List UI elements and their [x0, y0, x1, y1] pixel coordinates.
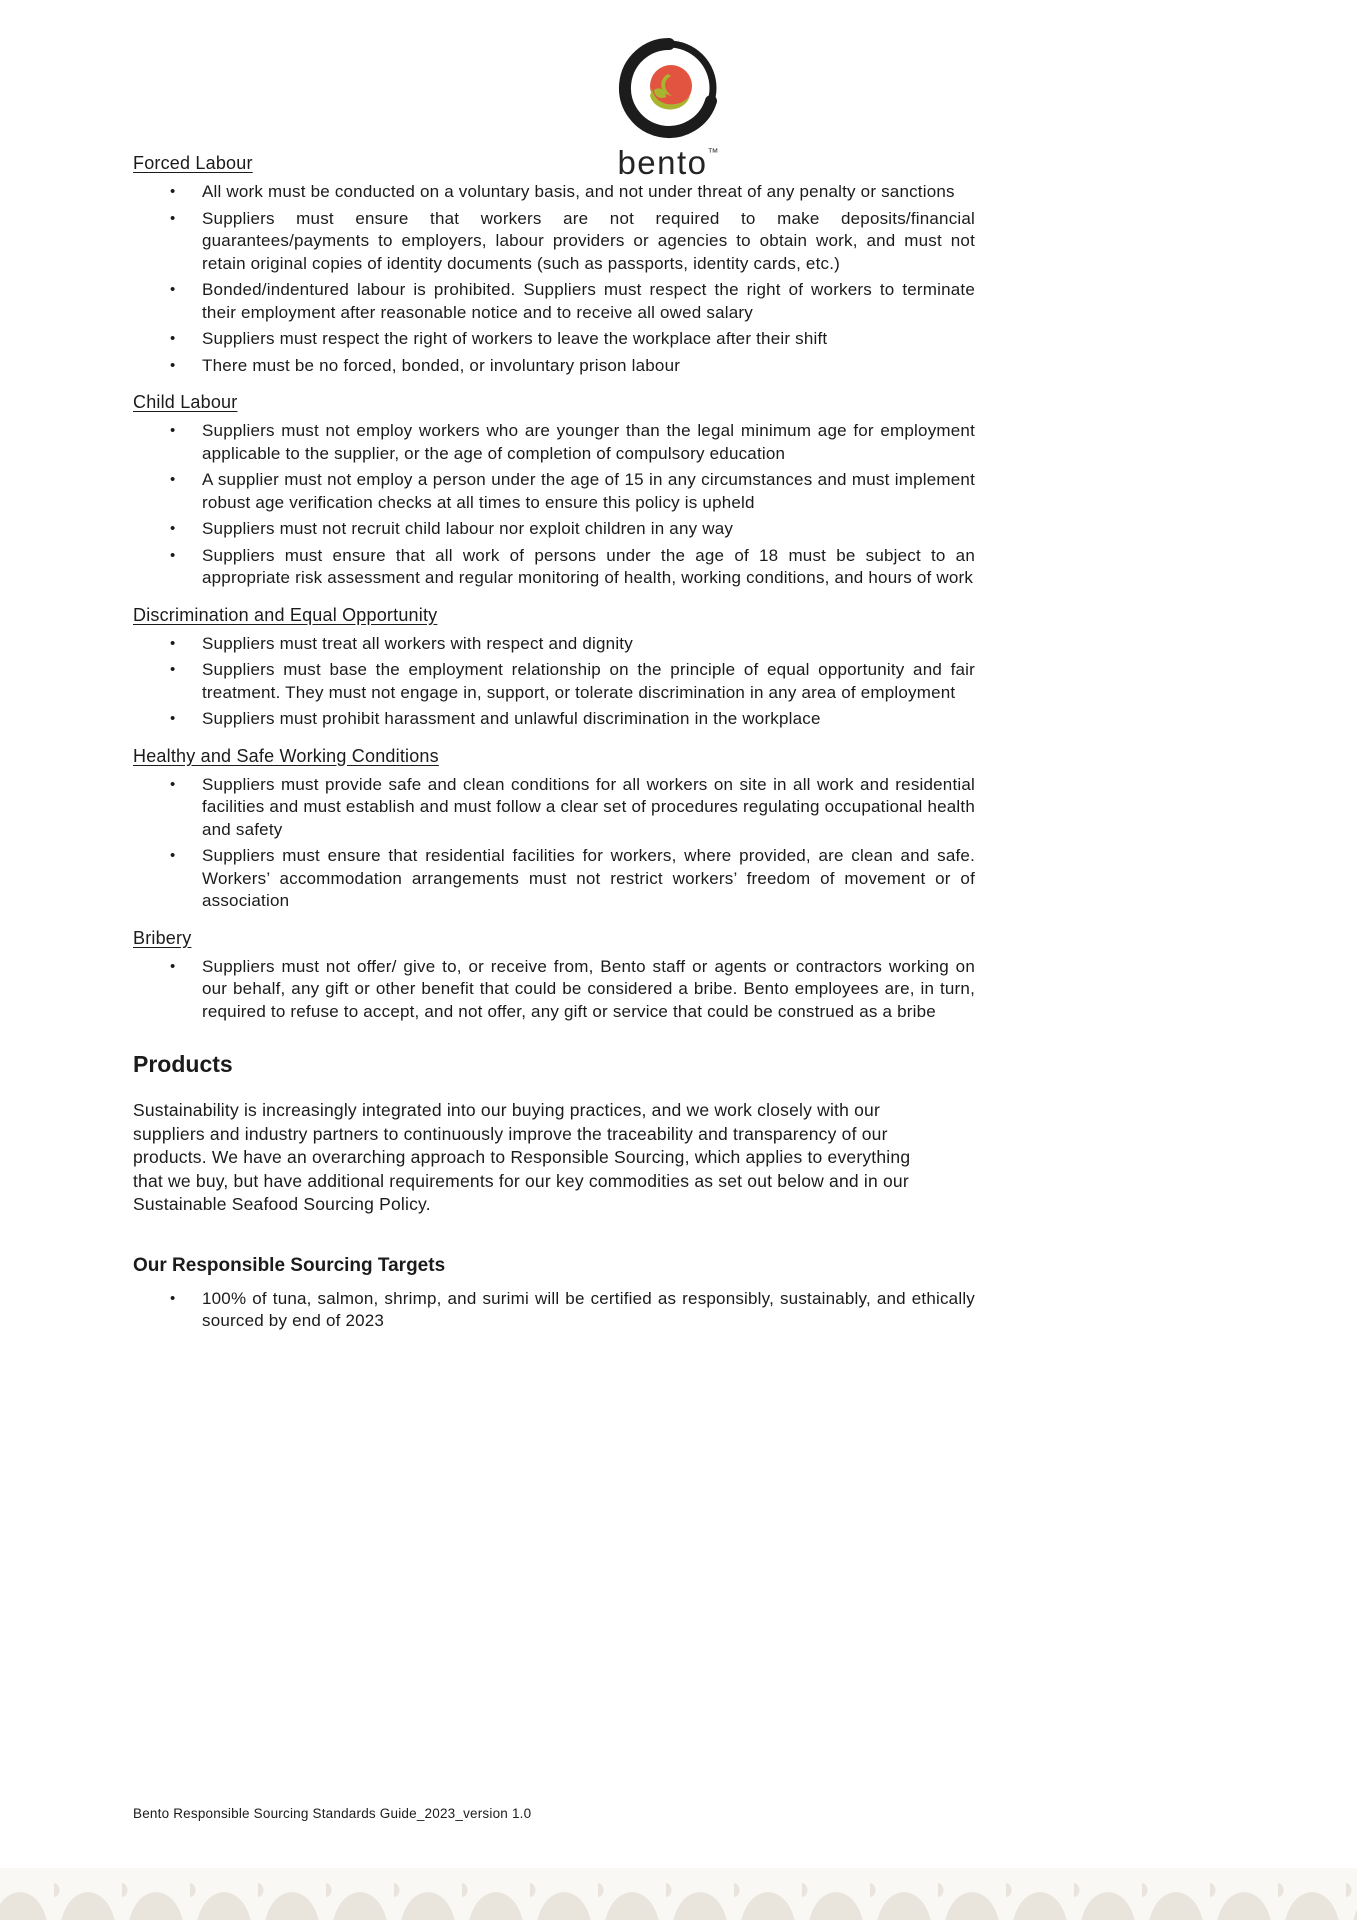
bullet-marker-icon: • — [170, 520, 176, 537]
bullet-text: There must be no forced, bonded, or involuntary prison labour — [202, 355, 681, 375]
bullet-marker-icon: • — [170, 183, 176, 200]
bullet-marker-icon: • — [170, 710, 176, 727]
bullet-item — [170, 518, 975, 541]
policy-section — [133, 391, 975, 590]
bullet-item — [170, 420, 975, 465]
bullet-text: Suppliers must respect the right of workers to leave the workplace after their shift — [202, 329, 828, 348]
bullet-item — [170, 181, 975, 204]
bullet-text: Suppliers must ensure that residential facilities for workers, where provided, are clean and safe. Workers’ accommodation arrangements must not restrict workers’ freedom of movement or of association — [202, 846, 975, 910]
page-footer: Bento Responsible Sourcing Standards Guide_2023_version 1.0 — [133, 1806, 532, 1821]
targets-list — [133, 1288, 975, 1333]
bullet-item — [170, 774, 975, 842]
bullet-marker-icon: • — [170, 1289, 176, 1307]
bullet-marker-icon: • — [170, 281, 176, 298]
bullet-text: Suppliers must not recruit child labour nor exploit children in any way — [202, 519, 734, 538]
products-heading: Products — [133, 1051, 233, 1077]
bullet-list — [133, 633, 975, 731]
bullet-list — [133, 420, 975, 590]
bullet-item — [170, 279, 975, 324]
bullet-marker-icon: • — [170, 775, 176, 793]
bullet-marker-icon: • — [170, 356, 176, 374]
bullet-text: All work must be conducted on a voluntary basis, and not under threat of any penalty or sanctions — [202, 182, 955, 201]
section-heading: Discrimination and Equal Opportunity — [133, 604, 438, 625]
section-heading: Healthy and Safe Working Conditions — [133, 745, 439, 766]
bullet-marker-icon: • — [170, 661, 176, 678]
bullet-item — [170, 328, 975, 351]
bullet-item — [170, 1288, 975, 1333]
policy-section — [133, 604, 975, 731]
bullet-text: A supplier must not employ a person under the age of 15 in any circumstances and must implement robust age verification checks at all times to ensure this policy is upheld — [202, 470, 975, 512]
bullet-marker-icon: • — [170, 546, 176, 564]
bullet-item — [170, 956, 975, 1024]
bento-logo-icon — [608, 34, 728, 146]
bullet-text: Suppliers must not employ workers who are younger than the legal minimum age for employment applicable to the supplier, or the age of completion of compulsory education — [202, 421, 975, 463]
bullet-text: Suppliers must ensure that all work of persons under the age of 18 must be subject to an appropriate risk assessment and regular monitoring of health, working conditions, and hours of work — [202, 545, 975, 587]
policy-sections — [133, 152, 975, 1023]
bullet-text: Bonded/indentured labour is prohibited. Suppliers must respect the right of workers to terminate their employment after reasonable notice and to receive all owed salary — [202, 280, 975, 322]
bullet-item — [170, 208, 975, 276]
bullet-item — [170, 545, 975, 590]
bullet-item — [170, 659, 975, 704]
document-body — [133, 152, 975, 1337]
trademark-mark: ™ — [707, 147, 719, 159]
bullet-marker-icon: • — [170, 957, 176, 975]
bullet-text: Suppliers must not offer/ give to, or receive from, Bento staff or agents or contractors working on our behalf, any gift or other benefit that could be considered a bribe. Bento employees are, in turn, required to refuse to accept, and not offer, any gift or service that could be construed as a bribe — [202, 956, 975, 1021]
section-heading: Child Labour — [133, 392, 238, 412]
bullet-item — [170, 633, 975, 656]
bullet-item — [170, 708, 975, 731]
policy-section — [133, 745, 975, 913]
bullet-list — [133, 181, 975, 377]
policy-section — [133, 152, 975, 377]
policy-section — [133, 927, 975, 1024]
targets-heading: Our Responsible Sourcing Targets — [133, 1254, 446, 1276]
scallop-border-decoration — [0, 1868, 1357, 1920]
bullet-list — [133, 774, 975, 913]
logo-brand-text: bento — [617, 144, 708, 181]
bullet-item — [170, 469, 975, 514]
products-paragraph: Sustainability is increasingly integrated into our buying practices, and we work closely with our suppliers and industry partners to continuously improve the traceability and transparency of our products. We have an overarching approach to Responsible Sourcing, which applies to everything that we buy, but have additional requirements for our key commodities as set out below and in our Sustainable Seafood Sourcing Policy. — [133, 1100, 911, 1214]
bullet-text: 100% of tuna, salmon, shrimp, and surimi will be certified as responsibly, sustainably, and ethically sourced by end of 2023 — [202, 1288, 975, 1330]
bullet-text: Suppliers must treat all workers with respect and dignity — [202, 633, 633, 653]
section-heading: Forced Labour — [133, 153, 253, 173]
bullet-marker-icon: • — [170, 209, 176, 227]
bullet-list — [133, 956, 975, 1024]
section-heading: Bribery — [133, 927, 192, 948]
bullet-text: Suppliers must base the employment relationship on the principle of equal opportunity and fair treatment. They must not engage in, support, or tolerate discrimination in any area of employment — [202, 660, 975, 702]
bullet-item — [170, 355, 975, 378]
bullet-marker-icon: • — [170, 847, 176, 864]
bullet-marker-icon: • — [170, 634, 176, 652]
bullet-text: Suppliers must provide safe and clean conditions for all workers on site in all work and residential facilities and must establish and must follow a clear set of procedures regulating occupational health and safety — [202, 774, 975, 839]
bullet-text: Suppliers must prohibit harassment and unlawful discrimination in the workplace — [202, 709, 821, 728]
bullet-marker-icon: • — [170, 330, 176, 347]
bullet-marker-icon: • — [170, 422, 176, 439]
bullet-marker-icon: • — [170, 471, 176, 488]
bullet-item — [170, 845, 975, 913]
bullet-text: Suppliers must ensure that workers are not required to make deposits/financial guarantees/payments to employers, labour providers or agencies to obtain work, and must not retain original copies of identity documents (such as passports, identity cards, etc.) — [202, 208, 975, 273]
